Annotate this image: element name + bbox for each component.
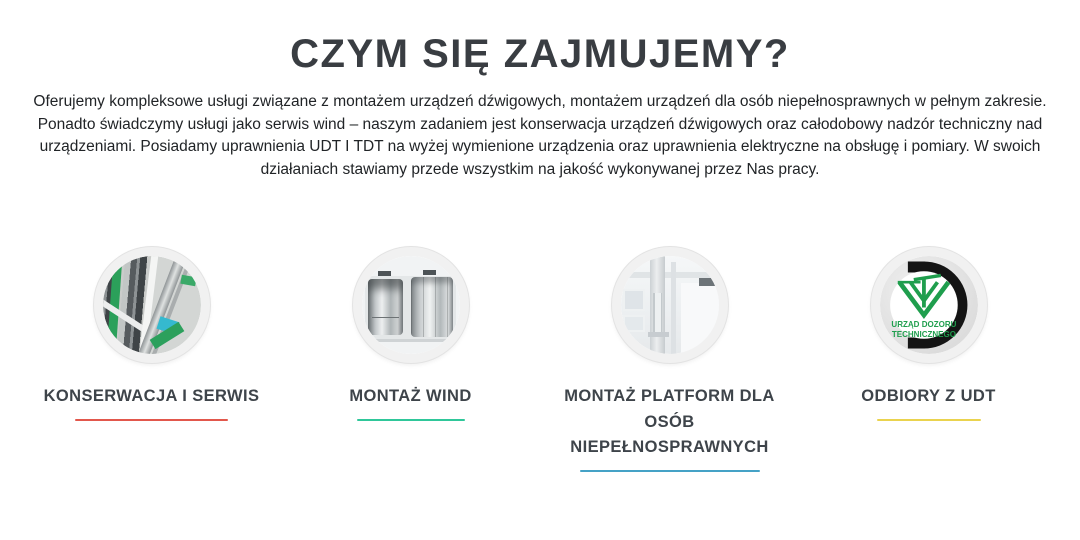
service-underline bbox=[580, 470, 760, 472]
service-item-odbiory-z-udt[interactable] bbox=[799, 247, 1058, 472]
service-item-montaz-wind[interactable] bbox=[281, 247, 540, 472]
service-item-montaz-platform[interactable] bbox=[540, 247, 799, 472]
services-row bbox=[0, 247, 1080, 472]
elevator-guide-rails-photo bbox=[94, 247, 210, 363]
service-underline bbox=[877, 419, 981, 421]
elevator-doors-photo bbox=[353, 247, 469, 363]
service-label: ODBIORY Z UDT bbox=[861, 387, 996, 405]
service-label: KONSERWACJA I SERWIS bbox=[43, 387, 260, 405]
udt-logo bbox=[871, 247, 987, 363]
udt-logo-text-line1: URZĄD DOZORU bbox=[890, 319, 956, 329]
udt-logo-graphic bbox=[880, 256, 978, 354]
service-label: MONTAŻ PLATFORM DLA OSÓB NIEPEŁNOSPRAWNYCH bbox=[564, 387, 775, 457]
service-underline bbox=[357, 419, 465, 421]
service-item-konserwacja-i-serwis[interactable] bbox=[22, 247, 281, 472]
platform-lift-photo bbox=[612, 247, 728, 363]
service-underline bbox=[75, 419, 228, 421]
section-description: Oferujemy kompleksowe usługi związane z montażem urządzeń dźwigowych, montażem urządzeń dla osób niepełnosprawnych w pełnym zakresie. Ponadto świadczymy usługi jako serwis wind – naszym zadaniem jest konserwacja urządzeń dźwigowych oraz całodobowy nadzór techniczny nad urządzeniami. Posiadamy uprawnienia UDT I TDT na wyżej wymienione urządzenia oraz uprawnienia elektryczne na obsługę i pomiary. W swoich działaniach stawiamy przede wszystkim na jakość wykonywanej przez Nas pracy. bbox=[33, 93, 1047, 178]
section-title: CZYM SIĘ ZAJMUJEMY? bbox=[290, 32, 790, 76]
service-label: MONTAŻ WIND bbox=[349, 387, 472, 405]
udt-logo-text-line2: TECHNICZNEGO bbox=[891, 330, 956, 340]
